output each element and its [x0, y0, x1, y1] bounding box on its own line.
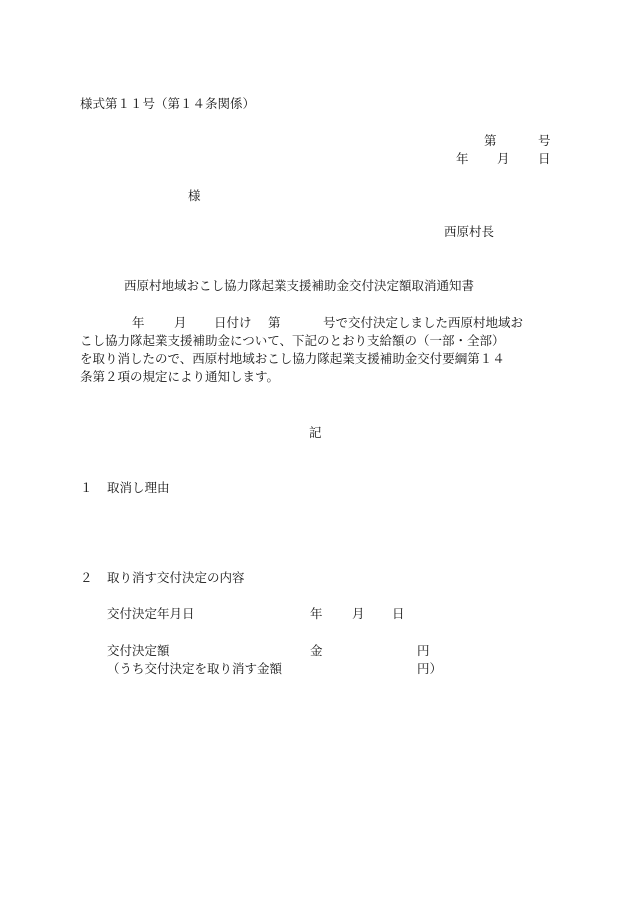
section1-number: １ [80, 480, 93, 495]
section2-number: ２ [80, 570, 93, 585]
cancel-amount-unit: 円） [417, 661, 443, 676]
body-day: 日付け [214, 315, 252, 330]
sender-name: 西原村長 [444, 224, 495, 239]
body-line1-rest: 号で交付決定しました西原村地域お [323, 315, 524, 330]
body-month: 月 [174, 315, 187, 330]
cancel-amount-label: （うち交付決定を取り消す金額 [107, 661, 283, 676]
body-dai: 第 [268, 315, 281, 330]
decision-date-year: 年 [310, 606, 323, 621]
body-year: 年 [132, 315, 145, 330]
decision-amount-unit: 円 [417, 643, 430, 658]
decision-amount-prefix: 金 [310, 643, 323, 658]
body-line2: こし協力隊起業支援補助金について、下記のとおり支給額の（一部・全部） [80, 333, 505, 348]
decision-amount-label: 交付決定額 [107, 643, 170, 658]
document-title: 西原村地域おこし協力隊起業支援補助金交付決定額取消通知書 [124, 278, 475, 293]
body-line4: 条第２項の規定により通知します。 [80, 369, 280, 384]
decision-date-label: 交付決定年月日 [107, 606, 195, 621]
decision-date-month: 月 [352, 606, 365, 621]
decision-date-day: 日 [392, 606, 405, 621]
date-day: 日 [538, 151, 551, 166]
addressee-suffix: 様 [188, 188, 201, 203]
date-year: 年 [456, 151, 469, 166]
doc-number-go: 号 [538, 133, 551, 148]
date-month: 月 [497, 151, 510, 166]
section1-title: 取消し理由 [107, 480, 170, 495]
body-line3: を取り消したので、西原村地域おこし協力隊起業支援補助金交付要綱第１４ [80, 351, 505, 366]
section2-title: 取り消す交付決定の内容 [107, 570, 245, 585]
ki-heading: 記 [309, 425, 322, 440]
doc-number-dai: 第 [484, 133, 497, 148]
form-number: 様式第１１号（第１４条関係） [80, 96, 256, 111]
